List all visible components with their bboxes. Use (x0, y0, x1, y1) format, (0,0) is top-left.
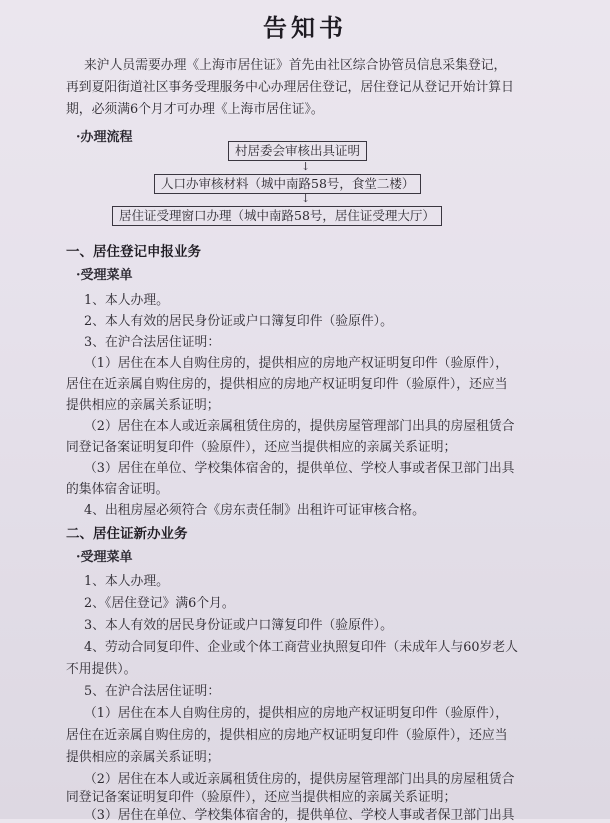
section-2-line: 提供相应的亲属关系证明； (66, 750, 220, 765)
process-step-1-box: 村居委会审核出具证明 (228, 141, 367, 161)
intro-line: 再到夏阳街道社区事务受理服务中心办理居住登记，居住登记从登记开始计算日 (66, 80, 514, 95)
section-1-line: 2、本人有效的居民身份证或户口簿复印件（验原件）。 (84, 314, 393, 329)
section-2-heading: 二、居住证新办业务 (66, 526, 188, 542)
section-1-line: 的集体宿舍证明。 (66, 482, 169, 497)
section-2-line: 5、在沪合法居住证明： (84, 684, 221, 699)
section-1-line: 1、本人办理。 (84, 293, 169, 308)
section-1-line: 提供相应的亲属关系证明； (66, 398, 220, 413)
section-1-line: （1）居住在本人自购住房的，提供相应的房地产权证明复印件（验原件）， (84, 356, 509, 371)
document-title: 告知书 (263, 13, 347, 42)
section-2-line: 1、本人办理。 (84, 574, 169, 589)
section-1-line: （2）居住在本人或近亲属租赁住房的，提供房屋管理部门出具的房屋租赁合 (84, 419, 515, 434)
section-1-line: （3）居住在单位、学校集体宿舍的，提供单位、学校人事或者保卫部门出具 (84, 461, 515, 476)
section-1-line: 4、出租房屋必须符合《房东责任制》出租许可证审核合格。 (84, 503, 425, 518)
section-1-line: 同登记备案证明复印件（验原件），还应当提供相应的亲属关系证明； (66, 440, 457, 455)
section-2-line: （1）居住在本人自购住房的，提供相应的房地产权证明复印件（验原件）， (84, 706, 509, 721)
section-2-line: 3、本人有效的居民身份证或户口簿复印件（验原件）。 (84, 618, 393, 633)
down-arrow-icon: ↓ (301, 160, 311, 173)
section-1-line: 3、在沪合法居住证明： (84, 335, 221, 350)
section-2-line: （3）居住在单位、学校集体宿舍的，提供单位、学校人事或者保卫部门出具 (84, 808, 515, 823)
intro-line: 期，必须满6个月才可办理《上海市居住证》。 (66, 102, 324, 117)
section-1-heading: 一、居住登记申报业务 (66, 244, 201, 260)
section-2-line: 不用提供）。 (66, 662, 137, 677)
process-step-2-box: 人口办审核材料（城中南路58号，食堂二楼） (154, 174, 421, 194)
section-2-line: 2、《居住登记》满6个月。 (84, 596, 235, 611)
section-2-menu-label: ·受理菜单 (76, 550, 133, 565)
section-1-menu-label: ·受理菜单 (76, 268, 133, 283)
process-heading: ·办理流程 (76, 130, 133, 145)
section-1-line: 居住在近亲属自购住房的，提供相应的房地产权证明复印件（验原件），还应当 (66, 377, 508, 392)
section-2-line: 4、劳动合同复印件、企业或个体工商营业执照复印件（未成年人与60岁老人 (84, 640, 518, 655)
section-2-line: 同登记备案证明复印件（验原件），还应当提供相应的亲属关系证明； (66, 790, 457, 805)
section-2-line: 居住在近亲属自购住房的，提供相应的房地产权证明复印件（验原件），还应当 (66, 728, 508, 743)
intro-line: 来沪人员需要办理《上海市居住证》首先由社区综合协管员信息采集登记， (84, 58, 507, 73)
down-arrow-icon: ↓ (301, 192, 311, 205)
section-2-line: （2）居住在本人或近亲属租赁住房的，提供房屋管理部门出具的房屋租赁合 (84, 772, 515, 787)
process-step-3-box: 居住证受理窗口办理（城中南路58号，居住证受理大厅） (112, 206, 442, 226)
